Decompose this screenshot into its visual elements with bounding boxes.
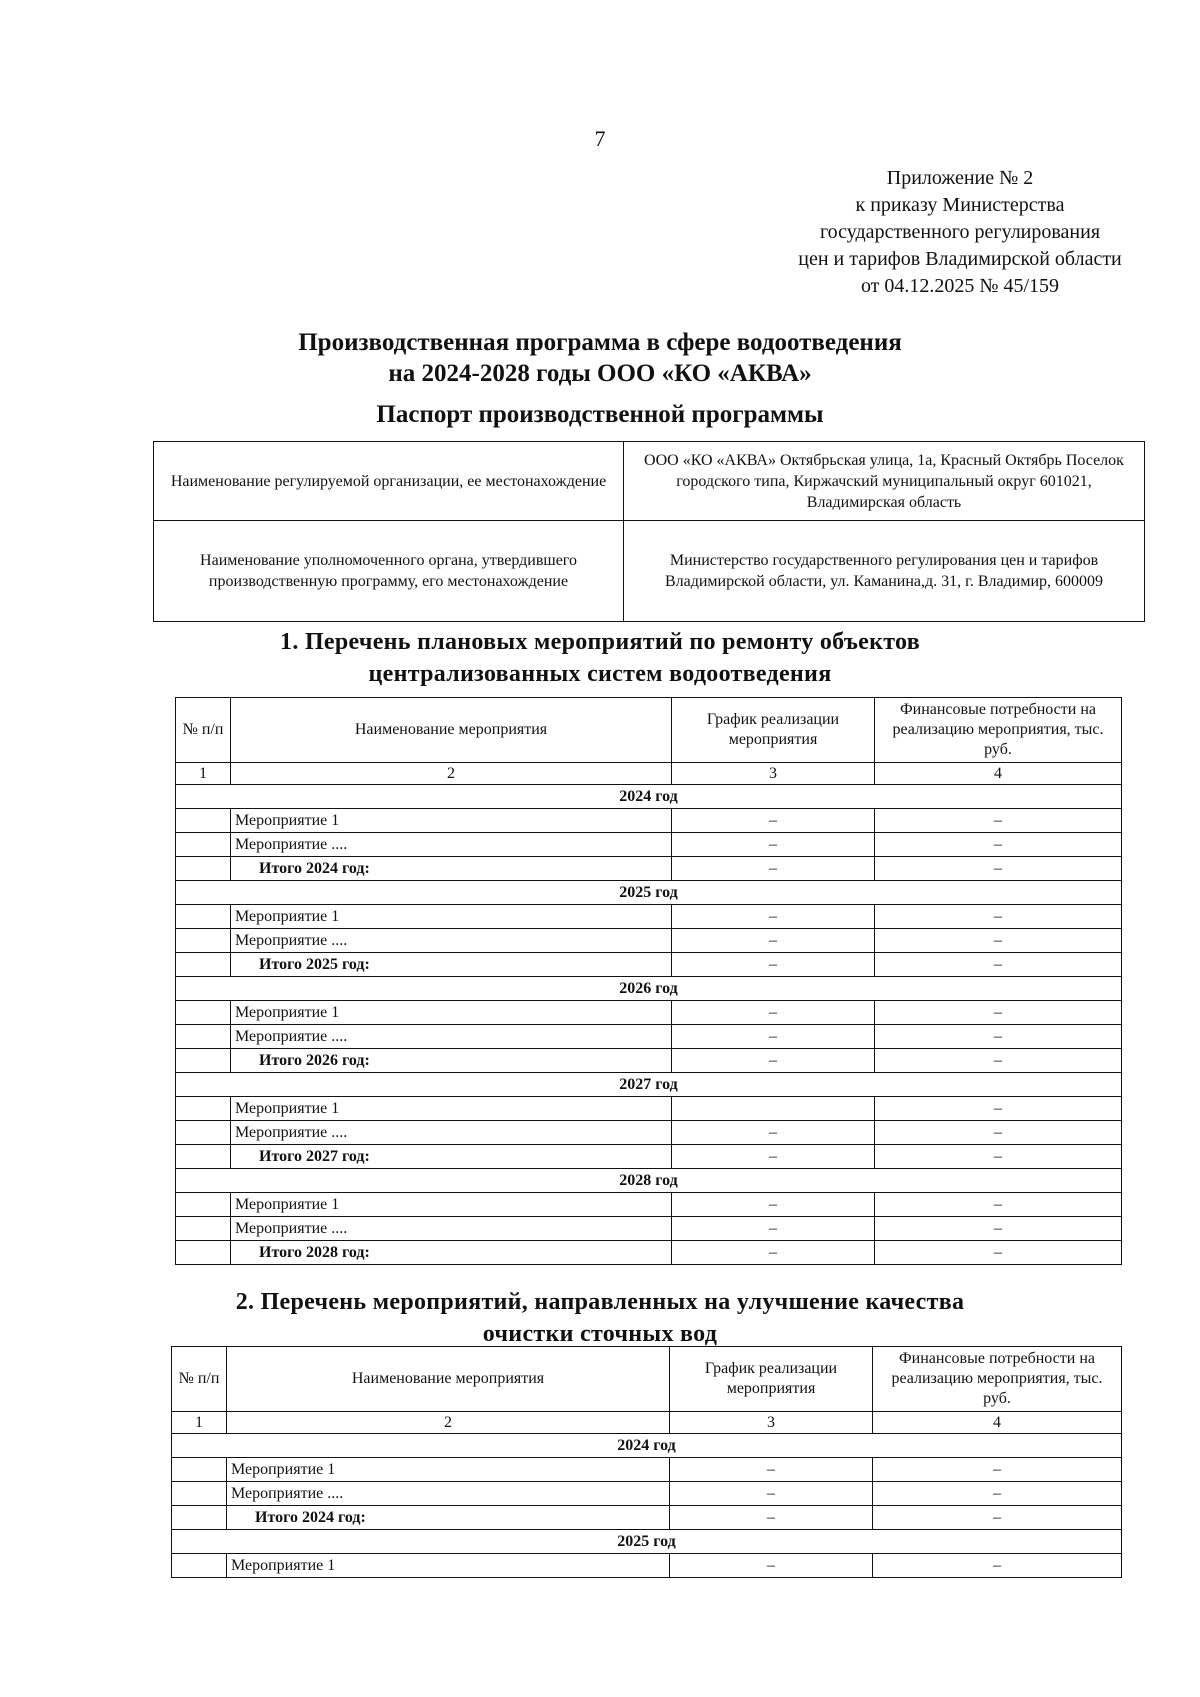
activity-name: Мероприятие 1: [231, 809, 672, 833]
section1-title-line1: 1. Перечень плановых мероприятий по ремонту объектов: [280, 629, 920, 655]
total-label: Итого 2027 год:: [231, 1145, 672, 1169]
finance-cell: –: [875, 1049, 1122, 1073]
table-row: [176, 929, 1122, 953]
schedule-cell: –: [672, 953, 875, 977]
column-header: Наименование мероприятия: [227, 1347, 670, 1412]
row-number-cell: [176, 833, 231, 857]
column-number-row: [176, 763, 1122, 785]
schedule-cell: –: [672, 1145, 875, 1169]
activity-name: Мероприятие ....: [231, 1217, 672, 1241]
table-row: [176, 1121, 1122, 1145]
column-number: 1: [176, 763, 231, 785]
year-row: [172, 1434, 1122, 1458]
passport-title: Паспорт производственной программы: [376, 401, 824, 428]
activity-name: Мероприятие 1: [231, 1193, 672, 1217]
finance-cell: –: [875, 833, 1122, 857]
year-row: [176, 1073, 1122, 1097]
year-label: 2027 год: [176, 1073, 1122, 1097]
row-number-cell: [172, 1554, 227, 1578]
column-header: Финансовые потребности на реализацию мероприятия, тыс. руб.: [873, 1347, 1122, 1412]
row-number-cell: [176, 929, 231, 953]
column-number: 2: [227, 1412, 670, 1434]
schedule-cell: –: [672, 1193, 875, 1217]
column-header: График реализации мероприятия: [670, 1347, 873, 1412]
column-number: 1: [172, 1412, 227, 1434]
finance-cell: –: [875, 1145, 1122, 1169]
program-title: [0, 327, 1200, 389]
finance-cell: –: [875, 809, 1122, 833]
appendix-line: цен и тарифов Владимирской области: [798, 248, 1122, 270]
activity-name: Мероприятие 1: [227, 1458, 670, 1482]
total-row: [172, 1506, 1122, 1530]
row-number-cell: [176, 809, 231, 833]
table-row: [176, 905, 1122, 929]
total-label: Итого 2025 год:: [231, 953, 672, 977]
schedule-cell: –: [672, 1001, 875, 1025]
schedule-cell: –: [670, 1458, 873, 1482]
finance-cell: –: [875, 905, 1122, 929]
activity-name: Мероприятие ....: [231, 1025, 672, 1049]
passport-label: Наименование уполномоченного органа, утвердившего производственную программу, его местонахождение: [154, 521, 624, 622]
table-header-row: [176, 698, 1122, 763]
program-title-line1: Производственная программа в сфере водоотведения: [298, 329, 902, 356]
row-number-cell: [176, 857, 231, 881]
finance-cell: –: [875, 1193, 1122, 1217]
total-label: Итого 2026 год:: [231, 1049, 672, 1073]
row-number-cell: [176, 953, 231, 977]
year-label: 2025 год: [172, 1530, 1122, 1554]
table-row: [176, 1217, 1122, 1241]
year-label: 2026 год: [176, 977, 1122, 1001]
year-label: 2024 год: [172, 1434, 1122, 1458]
activity-name: Мероприятие 1: [231, 1001, 672, 1025]
finance-cell: –: [873, 1482, 1122, 1506]
activity-name: Мероприятие ....: [231, 1121, 672, 1145]
finance-cell: –: [875, 1025, 1122, 1049]
schedule-cell: –: [672, 929, 875, 953]
schedule-cell: [672, 1097, 875, 1121]
table-row: [172, 1458, 1122, 1482]
finance-cell: –: [875, 929, 1122, 953]
section1-title-line2: централизованных систем водоотведения: [368, 661, 832, 687]
passport-table: [153, 441, 1145, 622]
total-label: Итого 2024 год:: [231, 857, 672, 881]
row-number-cell: [176, 1121, 231, 1145]
table-row: [172, 1482, 1122, 1506]
column-header: № п/п: [172, 1347, 227, 1412]
finance-cell: –: [875, 1217, 1122, 1241]
finance-cell: –: [875, 1097, 1122, 1121]
finance-cell: –: [875, 1001, 1122, 1025]
row-number-cell: [176, 1001, 231, 1025]
finance-cell: –: [873, 1554, 1122, 1578]
column-header: № п/п: [176, 698, 231, 763]
schedule-cell: –: [670, 1554, 873, 1578]
appendix-line: к приказу Министерства: [855, 194, 1065, 216]
column-header: Наименование мероприятия: [231, 698, 672, 763]
total-label: Итого 2024 год:: [227, 1506, 670, 1530]
finance-cell: –: [873, 1458, 1122, 1482]
column-number-row: [172, 1412, 1122, 1434]
row-number-cell: [176, 905, 231, 929]
total-row: [176, 953, 1122, 977]
schedule-cell: –: [672, 1025, 875, 1049]
row-number-cell: [172, 1482, 227, 1506]
schedule-cell: –: [672, 833, 875, 857]
row-number-cell: [172, 1506, 227, 1530]
row-number-cell: [176, 1049, 231, 1073]
activity-name: Мероприятие 1: [231, 1097, 672, 1121]
table-header-row: [172, 1347, 1122, 1412]
column-header: Финансовые потребности на реализацию мероприятия, тыс. руб.: [875, 698, 1122, 763]
row-number-cell: [176, 1025, 231, 1049]
schedule-cell: –: [670, 1482, 873, 1506]
repair-plan-table: [175, 697, 1122, 1265]
quality-plan-table: [171, 1346, 1122, 1578]
activity-name: Мероприятие 1: [231, 905, 672, 929]
appendix-line: от 04.12.2025 № 45/159: [860, 275, 1060, 297]
column-header: График реализации мероприятия: [672, 698, 875, 763]
row-number-cell: [172, 1458, 227, 1482]
year-row: [176, 785, 1122, 809]
section1-title: [0, 626, 1200, 690]
table-row: [176, 1097, 1122, 1121]
section2-title-line1: 2. Перечень мероприятий, направленных на улучшение качества: [235, 1289, 965, 1315]
row-number-cell: [176, 1193, 231, 1217]
program-title-line2: на 2024-2028 годы ООО «КО «АКВА»: [388, 360, 812, 387]
row-number-cell: [176, 1145, 231, 1169]
schedule-cell: –: [672, 857, 875, 881]
column-number: 4: [875, 763, 1122, 785]
schedule-cell: –: [672, 809, 875, 833]
passport-label: Наименование регулируемой организации, ее местонахождение: [154, 442, 624, 521]
page-number: 7: [594, 126, 606, 151]
year-row: [176, 977, 1122, 1001]
column-number: 3: [670, 1412, 873, 1434]
schedule-cell: –: [672, 1121, 875, 1145]
year-label: 2028 год: [176, 1169, 1122, 1193]
activity-name: Мероприятие ....: [227, 1482, 670, 1506]
finance-cell: –: [875, 953, 1122, 977]
section2-title-line2: очистки сточных вод: [482, 1321, 718, 1347]
total-row: [176, 857, 1122, 881]
schedule-cell: –: [672, 1217, 875, 1241]
total-row: [176, 1049, 1122, 1073]
activity-name: Мероприятие 1: [227, 1554, 670, 1578]
row-number-cell: [176, 1097, 231, 1121]
column-number: 3: [672, 763, 875, 785]
schedule-cell: –: [672, 1049, 875, 1073]
passport-value: ООО «КО «АКВА» Октябрьская улица, 1а, Красный Октябрь Поселок городского типа, Киржачский муниципальный округ 601021, Владимирская область: [624, 442, 1145, 521]
row-number-cell: [176, 1241, 231, 1265]
table-row: [176, 1025, 1122, 1049]
finance-cell: –: [873, 1506, 1122, 1530]
appendix-block: [700, 165, 1200, 300]
total-label: Итого 2028 год:: [231, 1241, 672, 1265]
column-number: 2: [231, 763, 672, 785]
passport-row: [154, 521, 1145, 622]
finance-cell: –: [875, 1241, 1122, 1265]
table-row: [176, 809, 1122, 833]
table-row: [176, 1001, 1122, 1025]
total-row: [176, 1145, 1122, 1169]
row-number-cell: [176, 1217, 231, 1241]
year-label: 2025 год: [176, 881, 1122, 905]
year-label: 2024 год: [176, 785, 1122, 809]
table-row: [176, 833, 1122, 857]
table-row: [176, 1193, 1122, 1217]
activity-name: Мероприятие ....: [231, 929, 672, 953]
section2-title: [0, 1286, 1200, 1350]
passport-value: Министерство государственного регулирования цен и тарифов Владимирской области, ул. Каманина,д. 31, г. Владимир, 600009: [624, 521, 1145, 622]
passport-row: [154, 442, 1145, 521]
schedule-cell: –: [672, 905, 875, 929]
schedule-cell: –: [670, 1506, 873, 1530]
year-row: [176, 881, 1122, 905]
total-row: [176, 1241, 1122, 1265]
appendix-line: государственного регулирования: [819, 221, 1101, 243]
column-number: 4: [873, 1412, 1122, 1434]
activity-name: Мероприятие ....: [231, 833, 672, 857]
schedule-cell: –: [672, 1241, 875, 1265]
table-row: [172, 1554, 1122, 1578]
year-row: [176, 1169, 1122, 1193]
finance-cell: –: [875, 857, 1122, 881]
finance-cell: –: [875, 1121, 1122, 1145]
appendix-line: Приложение № 2: [886, 167, 1034, 189]
year-row: [172, 1530, 1122, 1554]
